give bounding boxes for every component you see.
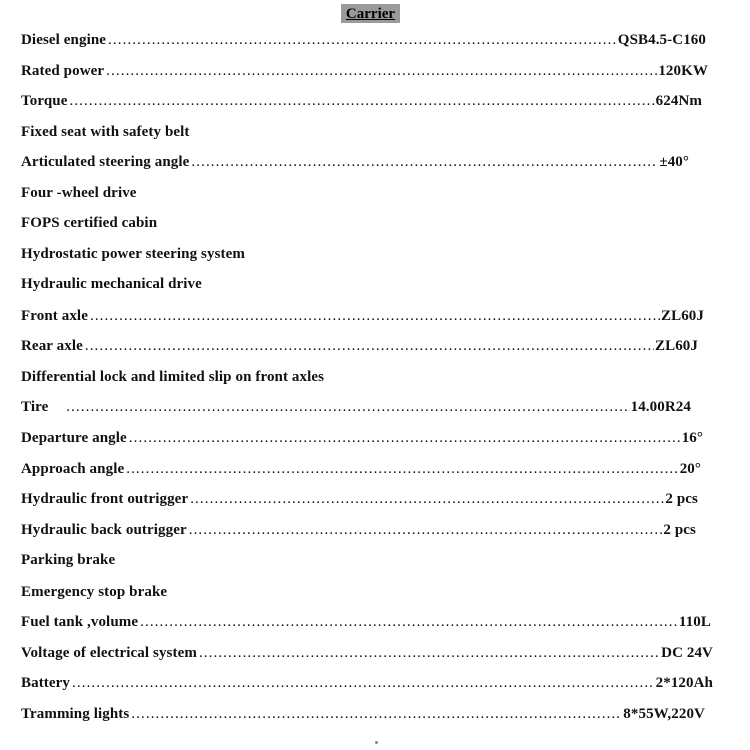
spec-value: QSB4.5-C160 <box>617 32 706 48</box>
spec-row-fops-cabin <box>21 212 157 234</box>
spec-row-battery <box>21 672 713 694</box>
spec-row-torque <box>21 90 702 112</box>
spec-row-electrical-voltage <box>21 642 713 664</box>
spec-label: Tire <box>21 399 49 415</box>
dot-leader <box>90 305 660 327</box>
spec-row-steering-angle <box>21 151 689 173</box>
spec-label: Rear axle <box>21 338 83 354</box>
spec-value: ZL60J <box>654 338 698 354</box>
spec-value: 110L <box>678 614 711 630</box>
spec-value: 120KW <box>658 63 708 79</box>
spec-row-approach-angle <box>21 458 701 480</box>
spec-label: Voltage of electrical system <box>21 645 197 661</box>
spec-label: Four -wheel drive <box>21 185 137 201</box>
spec-row-mechanical-drive <box>21 273 202 295</box>
spec-label: Tramming lights <box>21 706 130 722</box>
spec-row-front-axle <box>21 305 704 327</box>
spec-label: Diesel engine <box>21 32 107 48</box>
spec-row-back-outrigger <box>21 519 696 541</box>
dot-leader <box>72 672 655 694</box>
spec-row-tramming-lights <box>21 703 705 725</box>
spec-label: Parking brake <box>21 552 116 568</box>
spec-row-front-outrigger <box>21 488 698 510</box>
dot-leader <box>106 60 657 82</box>
spec-row-diesel-engine <box>21 29 706 51</box>
spec-value: 2 pcs <box>663 522 696 538</box>
dot-leader <box>85 335 654 357</box>
spec-label: Differential lock and limited slip on front axles <box>21 369 325 385</box>
spec-value: ZL60J <box>660 308 704 324</box>
section-title: Carrier <box>341 4 400 23</box>
spec-row-power-steering <box>21 243 245 265</box>
dot-leader <box>126 458 678 480</box>
spec-label: FOPS certified cabin <box>21 215 158 231</box>
dot-leader <box>199 642 660 664</box>
dot-leader <box>129 427 681 449</box>
dot-leader <box>190 488 664 510</box>
spec-label: Battery <box>21 675 71 691</box>
spec-label: Fuel tank ,volume <box>21 614 139 630</box>
spec-row-emergency-brake <box>21 581 167 603</box>
dot-leader <box>108 29 617 51</box>
spec-row-departure-angle <box>21 427 703 449</box>
spec-value: 20° <box>679 461 701 477</box>
spec-value: DC 24V <box>661 645 713 661</box>
spec-row-fuel-tank <box>21 611 711 633</box>
dot-leader <box>140 611 678 633</box>
spec-label: Departure angle <box>21 430 127 446</box>
spec-row-parking-brake <box>21 549 115 571</box>
spec-label: Hydraulic front outrigger <box>21 491 189 507</box>
page-mark <box>375 741 378 744</box>
spec-label: Front axle <box>21 308 88 324</box>
spec-label: Fixed seat with safety belt <box>21 124 190 140</box>
spec-value: 8*55W,220V <box>623 706 705 722</box>
spec-label: Articulated steering angle <box>21 154 190 170</box>
spec-row-fixed-seat <box>21 121 190 143</box>
dot-leader <box>189 519 663 541</box>
spec-row-tire <box>21 396 691 418</box>
dot-leader <box>66 396 629 418</box>
spec-label: Torque <box>21 93 68 109</box>
spec-label: Emergency stop brake <box>21 584 168 600</box>
spec-label: Approach angle <box>21 461 125 477</box>
spec-label: Rated power <box>21 63 105 79</box>
spec-label: Hydraulic mechanical drive <box>21 276 202 292</box>
spec-value: 2*120Ah <box>655 675 713 691</box>
spec-row-differential-lock <box>21 366 324 388</box>
dot-leader <box>191 151 658 173</box>
spec-label: Hydrostatic power steering system <box>21 246 245 262</box>
spec-row-rated-power <box>21 60 708 82</box>
spec-value: 16° <box>681 430 703 446</box>
spec-value: 2 pcs <box>665 491 698 507</box>
spec-label: Hydraulic back outrigger <box>21 522 187 538</box>
spec-row-rear-axle <box>21 335 698 357</box>
spec-value: ±40° <box>659 154 689 170</box>
dot-leader <box>131 703 622 725</box>
spec-row-four-wheel-drive <box>21 182 137 204</box>
dot-leader <box>69 90 654 112</box>
spec-value: 624Nm <box>655 93 702 109</box>
spec-value: 14.00R24 <box>630 399 691 415</box>
